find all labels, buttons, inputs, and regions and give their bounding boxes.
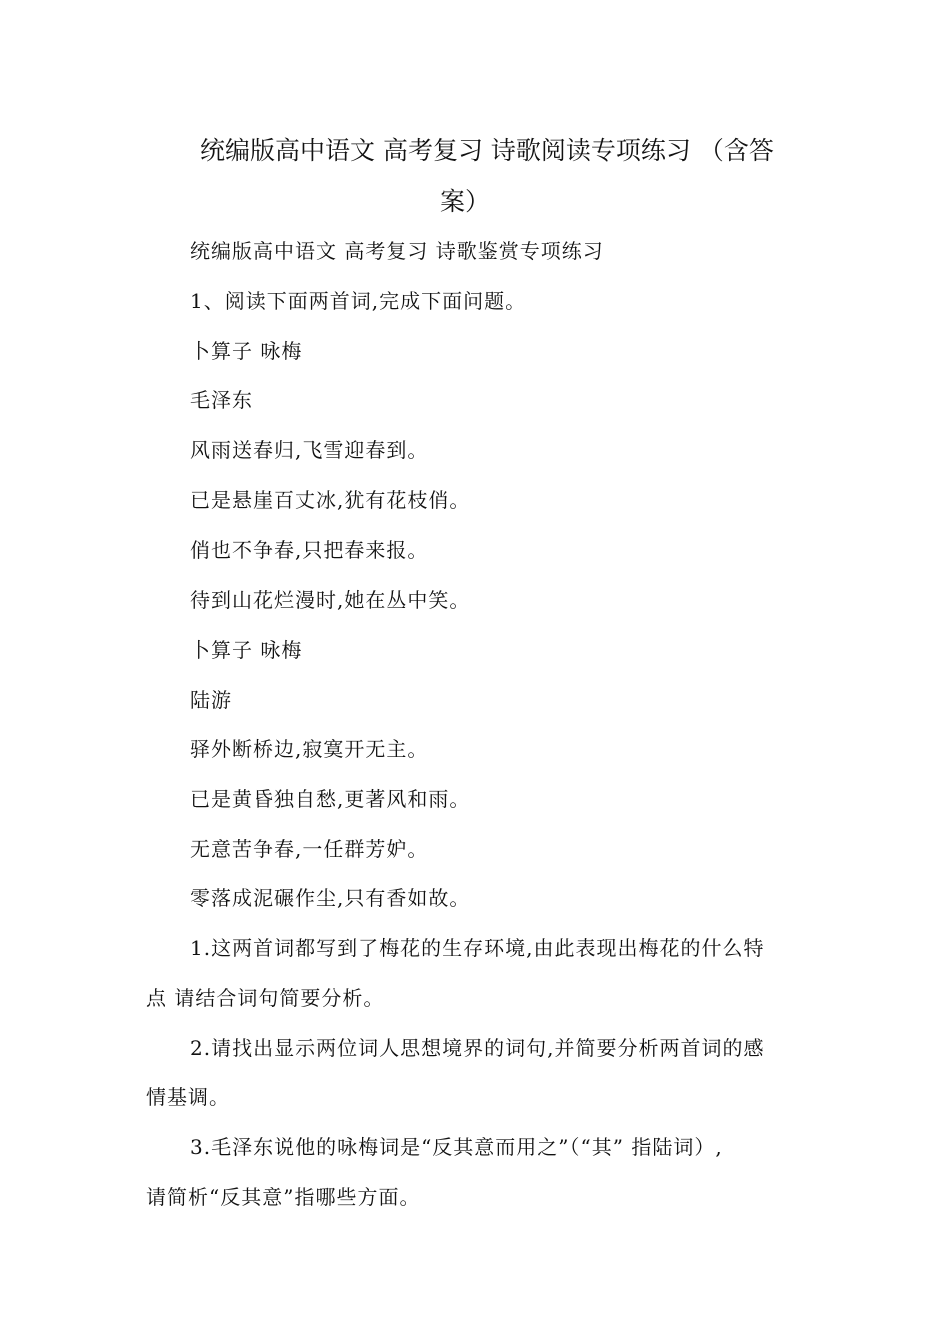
poem2-line: 无意苦争春,一任群芳妒。 — [190, 837, 429, 861]
question-1-line-2: 点 请结合词句简要分析。 — [146, 986, 385, 1010]
poem1-line: 风雨送春归,飞雪迎春到。 — [190, 438, 429, 462]
question-1-line-1: 1.这两首词都写到了梅花的生存环境,由此表现出梅花的什么特 — [190, 936, 765, 960]
poem2-line: 已是黄昏独自愁,更著风和雨。 — [190, 787, 471, 811]
poem1-line: 待到山花烂漫时,她在丛中笑。 — [190, 588, 471, 612]
poem2-line: 驿外断桥边,寂寞开无主。 — [190, 737, 429, 761]
document-title-line-2: 案） — [440, 187, 491, 216]
question-2-line-2: 情基调。 — [146, 1085, 230, 1109]
question-3-line-2: 请简析“反其意”指哪些方面。 — [146, 1185, 421, 1209]
poem1-line: 已是悬崖百丈冰,犹有花枝俏。 — [190, 488, 471, 512]
poem2-line: 零落成泥碾作尘,只有香如故。 — [190, 886, 471, 910]
question-3-line-1: 3.毛泽东说他的咏梅词是“反其意而用之”（“其” 指陆词）, — [190, 1135, 723, 1159]
document-title-line-1: 统编版高中语文 高考复习 诗歌阅读专项练习 （含答 — [200, 136, 774, 165]
question-intro: 1、阅读下面两首词,完成下面问题。 — [190, 289, 527, 313]
poem2-title: 卜算子 咏梅 — [190, 638, 303, 662]
subtitle: 统编版高中语文 高考复习 诗歌鉴赏专项练习 — [190, 239, 604, 263]
question-2-line-1: 2.请找出显示两位词人思想境界的词句,并简要分析两首词的感 — [190, 1036, 765, 1060]
poem1-author: 毛泽东 — [190, 388, 253, 412]
poem2-author: 陆游 — [190, 688, 232, 712]
poem1-line: 俏也不争春,只把春来报。 — [190, 538, 429, 562]
poem1-title: 卜算子 咏梅 — [190, 339, 303, 363]
